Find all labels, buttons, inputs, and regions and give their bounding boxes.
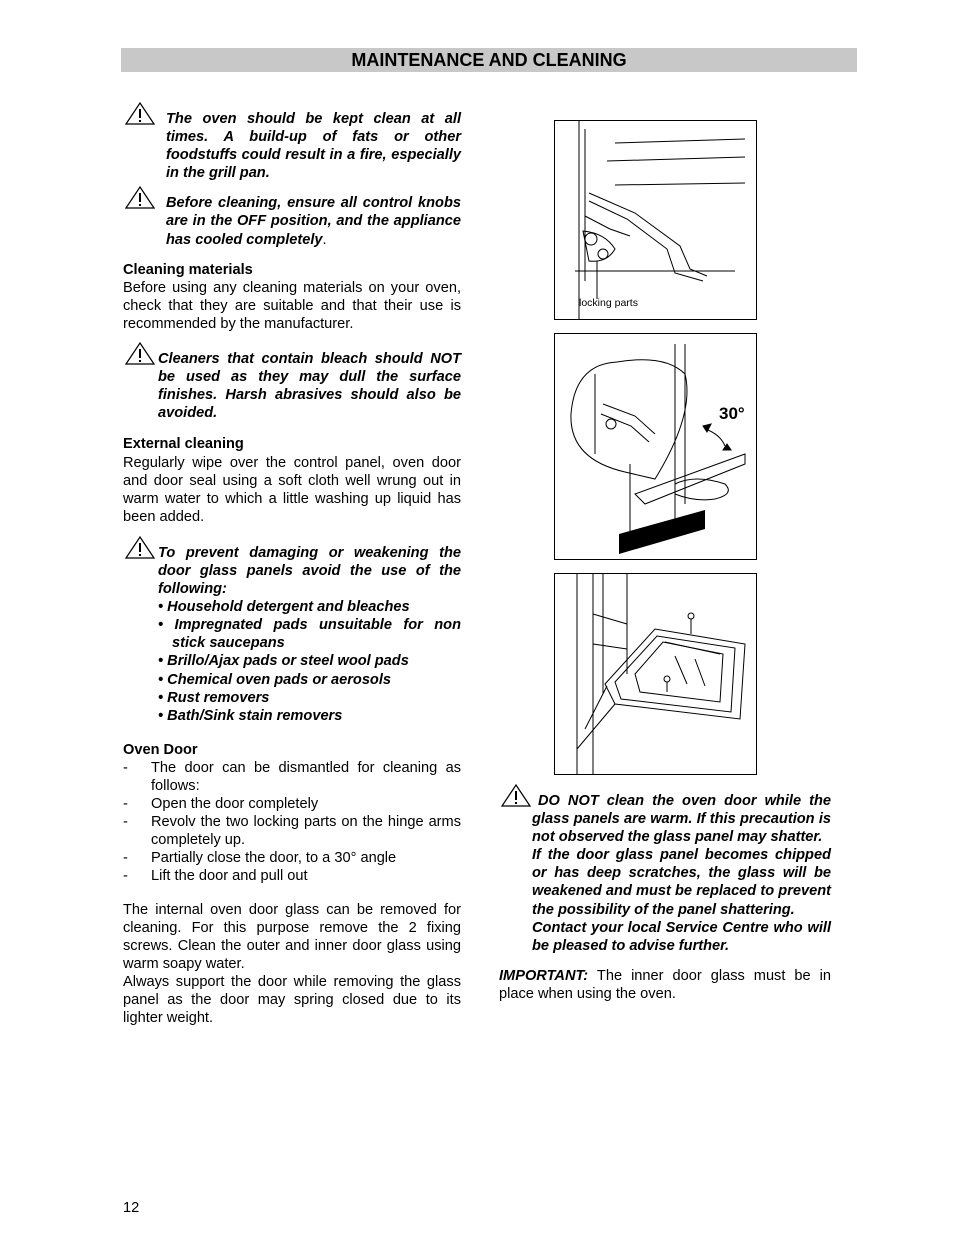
list-item: • Household detergent and bleaches xyxy=(158,599,410,616)
door-removal-illustration xyxy=(555,334,756,559)
important-note: IMPORTANT: The inner door glass must be in place when using the oven. xyxy=(499,967,831,1002)
list-item: • Impregnated pads unsuitable for non stick saucepans xyxy=(158,617,461,652)
warning-text: If the door glass panel becomes chipped or has deep scratches, the glass will be weakened and must be replaced to prevent the possibility of the panel shattering. xyxy=(532,847,831,918)
section-heading: Cleaning materials xyxy=(123,261,253,278)
hinge-illustration xyxy=(555,121,756,319)
list-item: • Bath/Sink stain removers xyxy=(158,707,343,724)
section-text: Before using any cleaning materials on your oven, check that they are suitable and that their use is recommended by the manufacturer. xyxy=(123,279,461,332)
warning-text: Cleaners that contain bleach should NOT be used as they may dull the surface finishes. Harsh abrasives should also be avoided. xyxy=(158,351,461,422)
warning-text: Before cleaning, ensure all control knobs are in the OFF position, and the appliance has cooled completely. xyxy=(166,195,461,248)
warning-block xyxy=(123,544,461,725)
warning-text: Contact your local Service Centre who will be pleased to advise further. xyxy=(532,919,831,954)
warning-text: The oven should be kept clean at all times. A build-up of fats or other foodstuffs could result in a fire, especially in the grill pan. xyxy=(166,111,461,182)
warning-icon xyxy=(125,102,155,126)
list-item: • Brillo/Ajax pads or steel wool pads xyxy=(158,653,409,670)
door-glass-figure xyxy=(554,573,757,775)
section-heading: External cleaning xyxy=(123,436,244,453)
list-item: • Rust removers xyxy=(158,689,270,706)
warning-block xyxy=(123,350,461,422)
page-number: 12 xyxy=(123,1200,140,1216)
list-item: • Chemical oven pads or aerosols xyxy=(158,671,392,688)
left-column xyxy=(123,110,461,1027)
section-text: Regularly wipe over the control panel, oven door and door seal using a soft cloth well wrung out in warm water to which a little washing up liquid has been added. xyxy=(123,454,461,525)
angle-label: 30° xyxy=(719,404,745,423)
door-glass-illustration xyxy=(555,574,756,774)
warning-block xyxy=(123,194,461,248)
list-item: - Partially close the door, to a 30° angle xyxy=(123,850,397,867)
hinge-locking-parts-figure xyxy=(554,120,757,320)
right-column xyxy=(499,792,831,1003)
list-item: - Lift the door and pull out xyxy=(123,868,308,885)
warning-block xyxy=(499,792,831,955)
section-heading: Oven Door xyxy=(123,741,198,758)
warning-text: To prevent damaging or weakening the door glass panels avoid the use of the following: xyxy=(158,544,461,598)
warning-icon xyxy=(125,342,155,366)
page-title: MAINTENANCE AND CLEANING xyxy=(121,48,857,72)
paragraph: Always support the door while removing the glass panel as the door may spring closed due to its lighter weight. xyxy=(123,973,461,1027)
warning-icon xyxy=(501,784,531,808)
door-30-degree-figure xyxy=(554,333,757,560)
warning-icon xyxy=(125,186,155,210)
warning-text: DO NOT clean the oven door while the glass panels are warm. If this precaution is not observed the glass panel may shatter. xyxy=(532,793,831,846)
list-item: - Open the door completely xyxy=(123,796,319,813)
warning-icon xyxy=(125,536,155,560)
list-item: - Revolv the two locking parts on the hinge arms completely up. xyxy=(123,814,461,849)
list-item: - The door can be dismantled for cleaning as follows: xyxy=(123,759,461,794)
warning-block xyxy=(123,110,461,182)
paragraph: The internal oven door glass can be removed for cleaning. For this purpose remove the 2 fixing screws. Clean the outer and inner door glass using warm soapy water. xyxy=(123,901,461,972)
figure-label: locking parts xyxy=(579,297,638,309)
